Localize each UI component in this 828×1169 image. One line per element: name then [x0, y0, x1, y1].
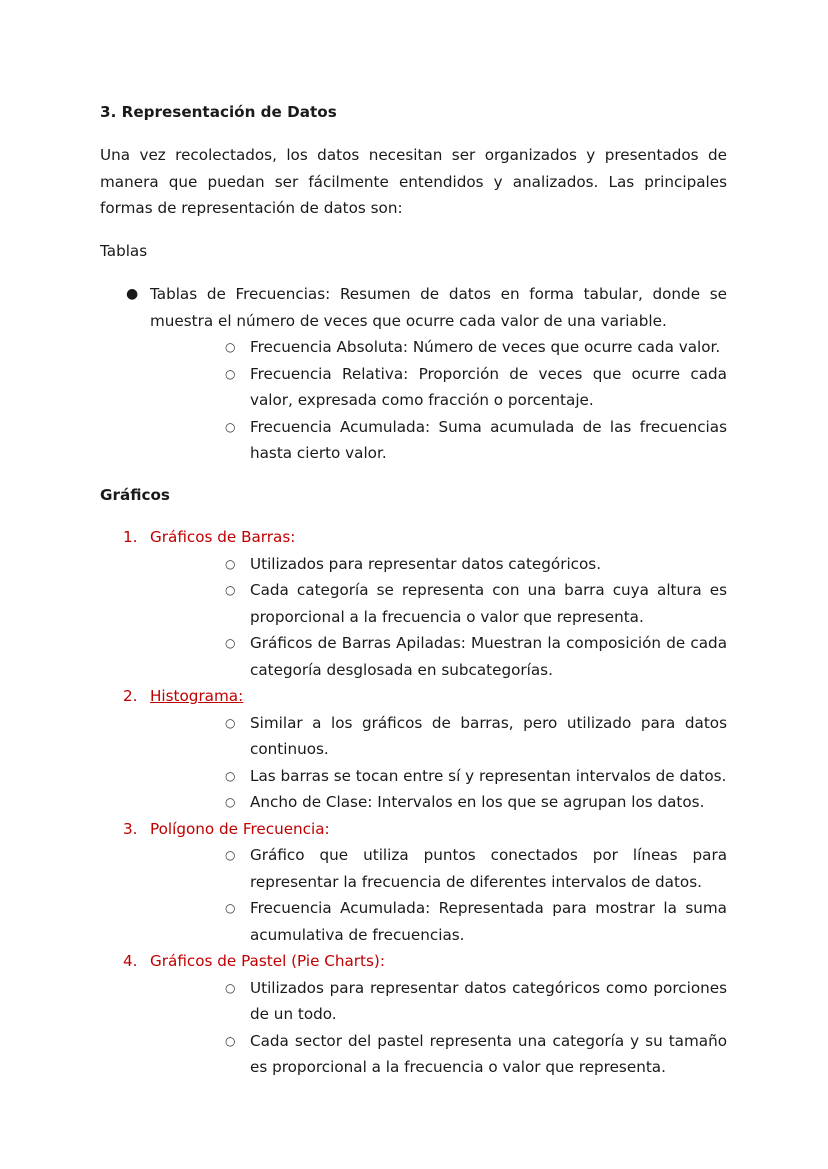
circle-bullet-icon: ○ [225, 636, 236, 650]
circle-bullet-icon: ○ [225, 980, 236, 995]
list-item [100, 524, 727, 683]
list-item-title: Gráficos de Barras: [150, 528, 296, 546]
circle-bullet-icon: ○ [225, 366, 236, 381]
sub-item-text: Frecuencia Absoluta: Número de veces que ocurre cada valor. [250, 338, 721, 356]
sub-list-item [150, 361, 727, 414]
intro-paragraph: Una vez recolectados, los datos necesitan ser organizados y presentados de manera que puedan ser fácilmente entendidos y analizados. Las principales formas de representación de datos son: [100, 146, 727, 217]
sub-list-item [150, 975, 727, 1028]
sub-item-text: Similar a los gráficos de barras, pero utilizado para datos continuos. [250, 713, 727, 758]
list-number: 2. [123, 687, 138, 705]
list-item-title-link[interactable]: Histograma: [150, 687, 244, 705]
sub-list-item [150, 842, 727, 895]
circle-bullet-icon: ○ [225, 556, 236, 571]
bullet-icon: ● [126, 286, 139, 302]
tablas-label: Tablas [100, 242, 148, 260]
list-number: 3. [123, 819, 138, 838]
list-number: 1. [123, 528, 138, 546]
list-item [100, 281, 727, 467]
sub-list-item [150, 577, 727, 630]
list-item-text: Tablas de Frecuencias: Resumen de datos en forma tabular, donde se muestra el número de veces que ocurre cada valor de una variable. [150, 285, 727, 330]
sub-item-text: Frecuencia Acumulada: Suma acumulada de las frecuencias hasta cierto valor. [250, 417, 727, 462]
sub-list-item [150, 414, 727, 467]
graficos-list [100, 524, 727, 1081]
list-item-title: Gráficos de Pastel (Pie Charts): [150, 952, 385, 970]
circle-bullet-icon: ○ [225, 340, 236, 354]
graficos-label: Gráficos [100, 486, 170, 504]
sub-item-text: Cada categoría se representa con una barra cuya altura es proporcional a la frecuencia o valor que representa. [250, 581, 727, 626]
circle-bullet-icon: ○ [225, 768, 236, 783]
sub-list-item [150, 710, 727, 763]
list-item [100, 683, 727, 816]
section-title: 3. Representación de Datos [100, 103, 337, 121]
sub-item-text: Frecuencia Relativa: Proporción de veces que ocurre cada valor, expresada como fracción o porcentaje. [250, 364, 727, 409]
list-item-title: Polígono de Frecuencia: [150, 819, 330, 838]
sub-item-text: Gráfico que utiliza puntos conectados por líneas para representar la frecuencia de diferentes intervalos de datos. [250, 846, 727, 891]
sub-item-text: Ancho de Clase: Intervalos en los que se agrupan los datos. [250, 793, 705, 811]
sub-item-text: Frecuencia Acumulada: Representada para mostrar la suma acumulativa de frecuencias. [250, 899, 727, 944]
sub-list-item [150, 763, 727, 790]
circle-bullet-icon: ○ [225, 1033, 236, 1048]
list-number: 4. [123, 952, 138, 970]
sub-item-text: Gráficos de Barras Apiladas: Muestran la composición de cada categoría desglosada en subcategorías. [250, 634, 727, 679]
sub-list-item [150, 789, 727, 816]
circle-bullet-icon: ○ [225, 848, 236, 862]
list-item [100, 816, 727, 949]
list-item [100, 948, 727, 1081]
sub-item-text: Cada sector del pastel representa una categoría y su tamaño es proporcional a la frecuencia o valor que representa. [250, 1031, 727, 1076]
sub-item-text: Utilizados para representar datos categóricos como porciones de un todo. [250, 978, 727, 1023]
circle-bullet-icon: ○ [225, 583, 236, 597]
sub-list-item [150, 895, 727, 948]
circle-bullet-icon: ○ [225, 419, 236, 434]
sub-item-text: Las barras se tocan entre sí y representan intervalos de datos. [250, 766, 727, 785]
circle-bullet-icon: ○ [225, 795, 236, 809]
tablas-list [100, 281, 727, 467]
sub-item-text: Utilizados para representar datos categóricos. [250, 554, 602, 573]
circle-bullet-icon: ○ [225, 901, 236, 915]
sub-list-item [150, 1028, 727, 1081]
circle-bullet-icon: ○ [225, 715, 236, 730]
sub-list-item [150, 630, 727, 683]
sub-list-item [150, 551, 727, 578]
sub-list-item [150, 334, 727, 361]
